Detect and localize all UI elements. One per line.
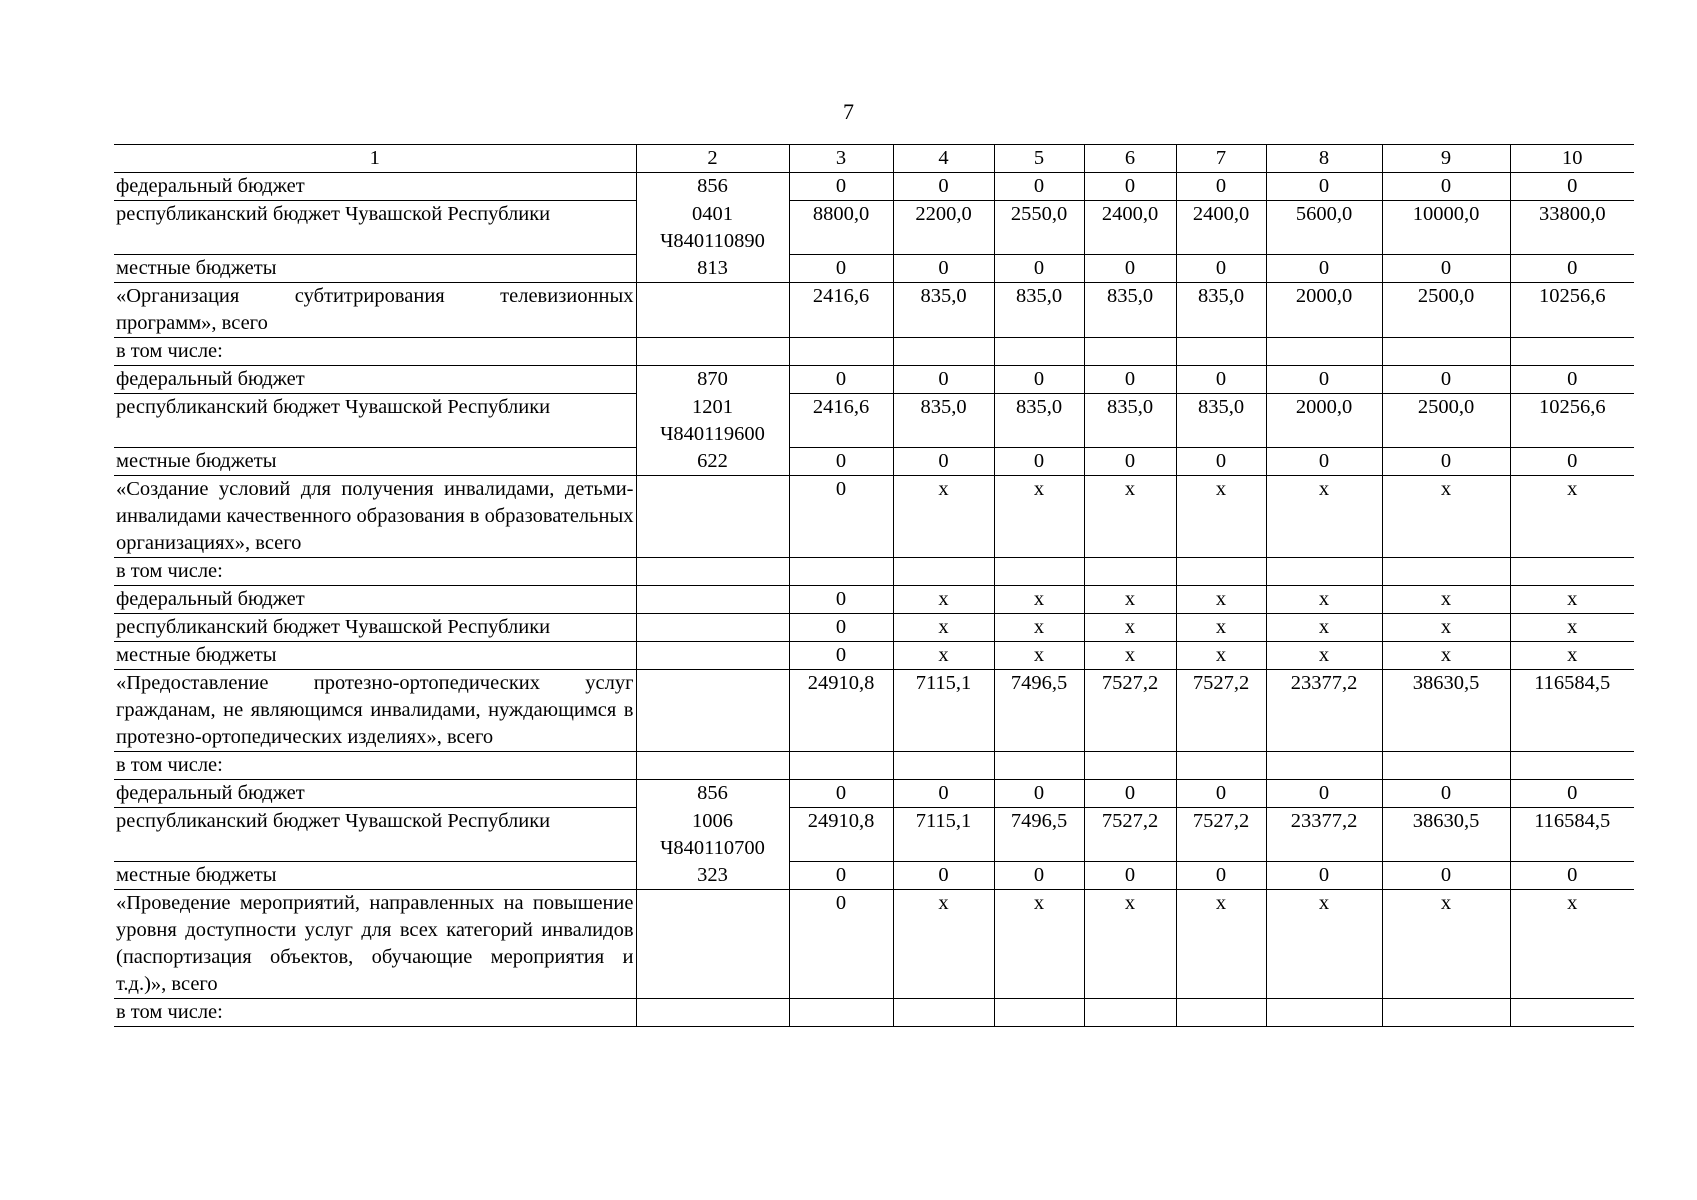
value-cell: 0	[1266, 862, 1382, 890]
value-cell: x	[994, 642, 1084, 670]
table-row	[114, 614, 1634, 642]
value-cell: 0	[1382, 448, 1510, 476]
value-cell	[1084, 999, 1176, 1027]
value-cell: 0	[789, 614, 893, 642]
value-cell: x	[893, 642, 994, 670]
budget-table	[114, 144, 1634, 1027]
value-cell: x	[1084, 614, 1176, 642]
budget-code-cell	[636, 999, 789, 1027]
value-cell: 0	[1176, 255, 1266, 283]
row-label: федеральный бюджет	[114, 586, 636, 614]
header-cell: 3	[789, 145, 893, 173]
value-cell: 0	[1266, 366, 1382, 394]
value-cell: 0	[994, 448, 1084, 476]
header-cell: 9	[1382, 145, 1510, 173]
value-cell: x	[1084, 642, 1176, 670]
budget-code-line: Ч840110890	[660, 229, 765, 252]
value-cell: 0	[789, 448, 893, 476]
header-cell: 10	[1510, 145, 1634, 173]
value-cell	[1084, 338, 1176, 366]
value-cell: 0	[789, 862, 893, 890]
value-cell: x	[1176, 476, 1266, 558]
value-cell	[1510, 999, 1634, 1027]
value-cell: x	[1510, 614, 1634, 642]
value-cell: x	[994, 476, 1084, 558]
value-cell: 24910,8	[789, 670, 893, 752]
value-cell: x	[1510, 890, 1634, 999]
row-label: в том числе:	[114, 338, 636, 366]
value-cell: 0	[994, 173, 1084, 201]
value-cell: 2000,0	[1266, 283, 1382, 338]
value-cell: 0	[1176, 366, 1266, 394]
table-row	[114, 586, 1634, 614]
value-cell: 0	[1382, 780, 1510, 808]
value-cell	[893, 999, 994, 1027]
budget-code-line: 0401	[692, 202, 733, 225]
budget-code-line: 856	[697, 782, 728, 804]
value-cell: 33800,0	[1510, 201, 1634, 255]
budget-code-cell	[636, 338, 789, 366]
value-cell: x	[1266, 476, 1382, 558]
budget-code-line: 1006	[692, 809, 733, 832]
budget-code-cell	[636, 752, 789, 780]
value-cell: 0	[1176, 862, 1266, 890]
value-cell	[994, 752, 1084, 780]
row-label: в том числе:	[114, 752, 636, 780]
value-cell: 0	[1084, 255, 1176, 283]
table-row	[114, 448, 1634, 476]
budget-code-cell	[636, 614, 789, 642]
value-cell: 7527,2	[1176, 808, 1266, 862]
value-cell: 7527,2	[1084, 670, 1176, 752]
value-cell: 0	[789, 476, 893, 558]
value-cell: 0	[1382, 862, 1510, 890]
value-cell	[1382, 338, 1510, 366]
row-label: федеральный бюджет	[114, 173, 636, 201]
budget-code-line: 622	[697, 449, 728, 472]
value-cell: x	[1382, 890, 1510, 999]
value-cell: 835,0	[994, 394, 1084, 448]
value-cell: 10000,0	[1382, 201, 1510, 255]
value-cell: 7527,2	[1176, 670, 1266, 752]
value-cell: 0	[1266, 255, 1382, 283]
value-cell: 0	[1266, 173, 1382, 201]
header-cell: 6	[1084, 145, 1176, 173]
value-cell: 7496,5	[994, 670, 1084, 752]
row-label: в том числе:	[114, 999, 636, 1027]
row-label: местные бюджеты	[114, 255, 636, 283]
value-cell	[1084, 558, 1176, 586]
value-cell: x	[893, 614, 994, 642]
row-label: местные бюджеты	[114, 862, 636, 890]
value-cell: x	[893, 586, 994, 614]
value-cell: 2550,0	[994, 201, 1084, 255]
value-cell: 0	[1510, 862, 1634, 890]
value-cell: 0	[994, 862, 1084, 890]
value-cell: 835,0	[893, 283, 994, 338]
value-cell: 38630,5	[1382, 670, 1510, 752]
value-cell: 2400,0	[1176, 201, 1266, 255]
value-cell: 0	[893, 173, 994, 201]
value-cell: 0	[1176, 448, 1266, 476]
value-cell: 0	[1510, 173, 1634, 201]
row-label: «Проведение мероприятий, направленных на повышение уровня доступности услуг для всех категорий инвалидов (паспортизация объектов, обучающие мероприятия и т.д.)», всего	[114, 890, 636, 999]
table-row	[114, 862, 1634, 890]
value-cell	[893, 752, 994, 780]
value-cell: x	[1382, 586, 1510, 614]
value-cell: 0	[1266, 780, 1382, 808]
header-cell: 7	[1176, 145, 1266, 173]
value-cell: x	[1176, 642, 1266, 670]
value-cell: 0	[994, 366, 1084, 394]
row-label: «Создание условий для получения инвалидами, детьми-инвалидами качественного образования в образовательных организациях», всего	[114, 476, 636, 558]
budget-code-cell	[636, 890, 789, 999]
value-cell: x	[1266, 642, 1382, 670]
row-label: федеральный бюджет	[114, 366, 636, 394]
row-label: республиканский бюджет Чувашской Республики	[114, 614, 636, 642]
value-cell	[994, 999, 1084, 1027]
value-cell	[789, 558, 893, 586]
value-cell: 0	[789, 780, 893, 808]
value-cell: 116584,5	[1510, 670, 1634, 752]
value-cell: 0	[789, 173, 893, 201]
budget-code-cell	[636, 283, 789, 338]
value-cell: 0	[1382, 255, 1510, 283]
budget-code-cell	[636, 366, 789, 394]
header-cell: 8	[1266, 145, 1382, 173]
value-cell: 0	[1382, 173, 1510, 201]
value-cell: 0	[1084, 173, 1176, 201]
budget-code-line: 1201	[692, 395, 733, 418]
table-row	[114, 255, 1634, 283]
budget-code-cell	[636, 808, 789, 862]
value-cell: 10256,6	[1510, 283, 1634, 338]
value-cell: 0	[789, 586, 893, 614]
budget-code-cell	[636, 558, 789, 586]
value-cell: x	[994, 614, 1084, 642]
value-cell	[893, 338, 994, 366]
table-row	[114, 476, 1634, 558]
row-label: местные бюджеты	[114, 642, 636, 670]
value-cell: 38630,5	[1382, 808, 1510, 862]
budget-code-line: 856	[697, 175, 728, 197]
table-row	[114, 780, 1634, 808]
table-row	[114, 642, 1634, 670]
table-row	[114, 338, 1634, 366]
value-cell	[1510, 752, 1634, 780]
value-cell	[1176, 999, 1266, 1027]
budget-code-cell	[636, 173, 789, 201]
value-cell: 23377,2	[1266, 808, 1382, 862]
value-cell: 0	[893, 862, 994, 890]
value-cell: 7496,5	[994, 808, 1084, 862]
table-row	[114, 670, 1634, 752]
budget-code-line: Ч840119600	[660, 422, 765, 445]
value-cell: x	[1266, 586, 1382, 614]
value-cell	[1382, 999, 1510, 1027]
header-cell: 4	[893, 145, 994, 173]
value-cell: 8800,0	[789, 201, 893, 255]
header-row	[114, 145, 1634, 173]
budget-code-cell	[636, 586, 789, 614]
budget-code-line: 813	[697, 256, 728, 279]
table-row	[114, 890, 1634, 999]
value-cell: 0	[1176, 780, 1266, 808]
value-cell: 0	[1382, 366, 1510, 394]
value-cell: 835,0	[893, 394, 994, 448]
value-cell: 0	[1084, 448, 1176, 476]
value-cell: 0	[893, 255, 994, 283]
value-cell: 0	[1084, 862, 1176, 890]
table-row	[114, 201, 1634, 255]
value-cell: 24910,8	[789, 808, 893, 862]
value-cell: x	[1084, 586, 1176, 614]
value-cell: x	[1176, 890, 1266, 999]
header-cell: 5	[994, 145, 1084, 173]
value-cell	[1266, 558, 1382, 586]
value-cell: 0	[1510, 780, 1634, 808]
value-cell: x	[1084, 890, 1176, 999]
value-cell: 2416,6	[789, 394, 893, 448]
value-cell	[789, 752, 893, 780]
value-cell: 0	[1084, 780, 1176, 808]
value-cell: x	[1510, 476, 1634, 558]
value-cell: 116584,5	[1510, 808, 1634, 862]
value-cell: 2000,0	[1266, 394, 1382, 448]
budget-code-line: 323	[697, 863, 728, 886]
value-cell: 5600,0	[1266, 201, 1382, 255]
value-cell: 0	[893, 448, 994, 476]
value-cell: 2500,0	[1382, 283, 1510, 338]
value-cell: x	[1510, 642, 1634, 670]
table-row	[114, 999, 1634, 1027]
value-cell: x	[1382, 476, 1510, 558]
value-cell: x	[1176, 586, 1266, 614]
value-cell: 2400,0	[1084, 201, 1176, 255]
value-cell: x	[1510, 586, 1634, 614]
header-cell: 2	[636, 145, 789, 173]
value-cell: 7115,1	[893, 808, 994, 862]
value-cell: 835,0	[1176, 283, 1266, 338]
value-cell	[1382, 752, 1510, 780]
value-cell: 0	[1084, 366, 1176, 394]
table-row	[114, 283, 1634, 338]
value-cell: 2500,0	[1382, 394, 1510, 448]
row-label: «Организация субтитрирования телевизионных программ», всего	[114, 283, 636, 338]
value-cell: x	[1266, 614, 1382, 642]
value-cell: x	[893, 890, 994, 999]
row-label: республиканский бюджет Чувашской Республики	[114, 394, 636, 448]
value-cell: x	[1084, 476, 1176, 558]
table-row	[114, 173, 1634, 201]
budget-code-line: Ч840110700	[660, 836, 765, 859]
row-label: республиканский бюджет Чувашской Республики	[114, 808, 636, 862]
header-cell: 1	[114, 145, 636, 173]
value-cell: x	[994, 890, 1084, 999]
value-cell: 0	[789, 642, 893, 670]
value-cell	[1266, 338, 1382, 366]
table-row	[114, 394, 1634, 448]
table-row	[114, 752, 1634, 780]
value-cell: 835,0	[994, 283, 1084, 338]
row-label: республиканский бюджет Чувашской Республики	[114, 201, 636, 255]
value-cell	[1084, 752, 1176, 780]
table-row	[114, 808, 1634, 862]
value-cell: 0	[1510, 366, 1634, 394]
value-cell	[994, 558, 1084, 586]
value-cell: x	[1266, 890, 1382, 999]
row-label: «Предоставление протезно-ортопедических услуг гражданам, не являющимся инвалидами, нуждающимся в протезно-ортопедических изделиях», всего	[114, 670, 636, 752]
value-cell	[789, 338, 893, 366]
value-cell	[1176, 752, 1266, 780]
row-label: федеральный бюджет	[114, 780, 636, 808]
value-cell: 0	[789, 255, 893, 283]
value-cell: 0	[1176, 173, 1266, 201]
value-cell	[789, 999, 893, 1027]
value-cell: 0	[789, 890, 893, 999]
value-cell	[1510, 338, 1634, 366]
value-cell: 0	[1266, 448, 1382, 476]
budget-code-cell	[636, 201, 789, 255]
value-cell	[1176, 558, 1266, 586]
value-cell: 2200,0	[893, 201, 994, 255]
value-cell: x	[1382, 642, 1510, 670]
budget-code-cell	[636, 448, 789, 476]
value-cell: x	[1176, 614, 1266, 642]
value-cell	[1266, 999, 1382, 1027]
value-cell: 7527,2	[1084, 808, 1176, 862]
value-cell	[1176, 338, 1266, 366]
value-cell: 0	[994, 780, 1084, 808]
row-label: местные бюджеты	[114, 448, 636, 476]
value-cell: 23377,2	[1266, 670, 1382, 752]
page-number: 7	[843, 99, 854, 124]
value-cell	[994, 338, 1084, 366]
value-cell: 0	[994, 255, 1084, 283]
value-cell: 7115,1	[893, 670, 994, 752]
value-cell: 2416,6	[789, 283, 893, 338]
value-cell	[893, 558, 994, 586]
table-row	[114, 558, 1634, 586]
value-cell: 835,0	[1084, 283, 1176, 338]
budget-code-cell	[636, 780, 789, 808]
value-cell: 0	[789, 366, 893, 394]
value-cell	[1266, 752, 1382, 780]
value-cell	[1382, 558, 1510, 586]
budget-code-cell	[636, 862, 789, 890]
table-row	[114, 366, 1634, 394]
value-cell: 0	[1510, 255, 1634, 283]
value-cell: 835,0	[1084, 394, 1176, 448]
value-cell: 10256,6	[1510, 394, 1634, 448]
budget-code-cell	[636, 394, 789, 448]
budget-code-cell	[636, 642, 789, 670]
budget-code-line: 870	[697, 368, 728, 390]
budget-code-cell	[636, 476, 789, 558]
value-cell: 835,0	[1176, 394, 1266, 448]
value-cell: 0	[893, 780, 994, 808]
row-label: в том числе:	[114, 558, 636, 586]
value-cell: 0	[893, 366, 994, 394]
value-cell	[1510, 558, 1634, 586]
value-cell: 0	[1510, 448, 1634, 476]
value-cell: x	[1382, 614, 1510, 642]
budget-code-cell	[636, 670, 789, 752]
value-cell: x	[893, 476, 994, 558]
budget-code-cell	[636, 255, 789, 283]
value-cell: x	[994, 586, 1084, 614]
